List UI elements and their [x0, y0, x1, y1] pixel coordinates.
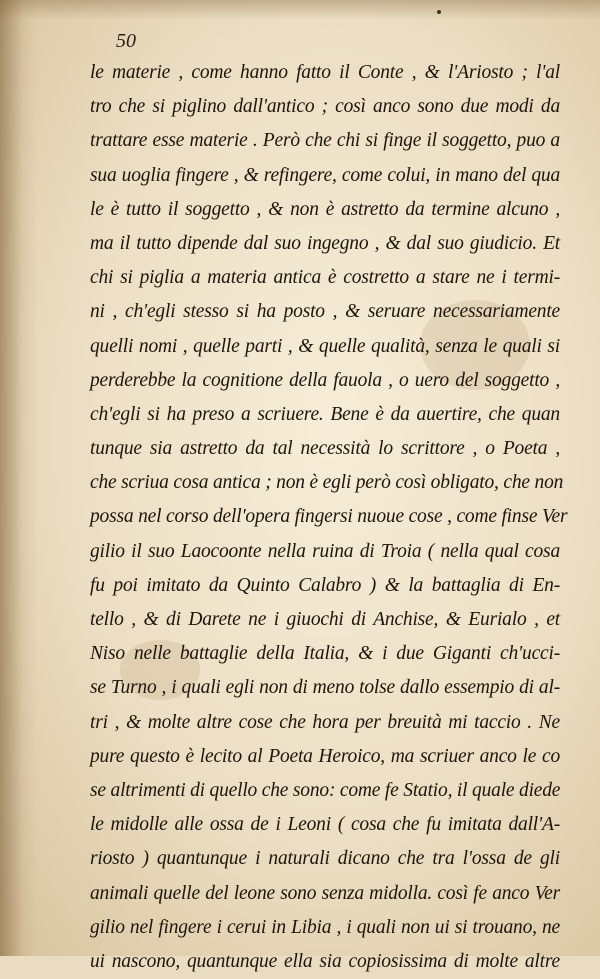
text-line: le materie , come hanno fatto il Conte , & l'Ariosto ; l'al	[90, 62, 560, 83]
text-line: quelli nomi , quelle parti , & quelle qualità, senza le quali si	[90, 335, 560, 357]
text-line: le è tutto il soggetto , & non è astretto da termine alcuno ,	[90, 198, 560, 220]
ink-dot	[437, 10, 441, 14]
text-line: se altrimenti di quello che sono: come fe Statio, il quale diede	[90, 779, 561, 801]
text-line: ch'egli si ha preso a scriuere. Bene è da auertire, che quan	[90, 403, 560, 425]
text-line: Niso nelle battaglie della Italia, & i due Giganti ch'ucci-	[90, 643, 560, 665]
text-line: sua uoglia fingere , & refingere, come colui, in mano del qua	[90, 164, 560, 186]
text-line: tello , & di Darete ne i giuochi di Anchise, & Eurialo , et	[90, 609, 560, 630]
text-line: animali quelle del leone sono senza midolla. così fe anco Ver	[90, 882, 560, 904]
body-text	[90, 56, 568, 979]
text-line: ma il tutto dipende dal suo ingegno , & dal suo giudicio. Et	[90, 232, 560, 254]
text-line: tunque sia astretto da tal necessità lo scrittore , o Poeta ,	[90, 438, 560, 460]
text-line: possa nel corso dell'opera fingersi nuoue cose , come finse Ver	[90, 506, 568, 528]
text-line: chi si piglia a materia antica è costretto a stare ne i termi-	[90, 267, 560, 289]
text-line: tri , & molte altre cose che hora per breuità mi taccio . Ne	[90, 711, 560, 733]
text-line: se Turno , i quali egli non di meno tolse dallo essempio di al-	[90, 677, 560, 699]
text-line: che scriua cosa antica ; non è egli però così obligato, che non	[90, 472, 564, 494]
text-line: gilio nel fingere i cerui in Libia , i quali non ui si trouano, ne	[90, 916, 560, 938]
text-line: gilio il suo Laocoonte nella ruina di Troia ( nella qual cosa	[90, 540, 560, 562]
text-line: tro che si piglino dall'antico ; così anco sono due modi da	[90, 96, 560, 118]
text-line: ni , ch'egli stesso si ha posto , & seruare necessariamente	[90, 301, 560, 323]
text-line: trattare esse materie . Però che chi si finge il soggetto, puo a	[90, 130, 560, 152]
text-line: fu poi imitato da Quinto Calabro ) & la battaglia di En-	[90, 574, 560, 596]
text-line: ui nascono, quantunque ella sia copiosissima di molte altre	[90, 950, 560, 972]
text-line: riosto ) quantunque i naturali dicano che tra l'ossa de gli	[90, 848, 560, 870]
text-line: pure questo è lecito al Poeta Heroico, ma scriuer anco le co	[90, 745, 560, 767]
page-number: 50	[116, 30, 136, 52]
text-line: perderebbe la cognitione della fauola , o uero del soggetto ,	[90, 369, 560, 391]
text-line: le midolle alle ossa de i Leoni ( cosa che fu imitata dall'A-	[90, 814, 560, 836]
